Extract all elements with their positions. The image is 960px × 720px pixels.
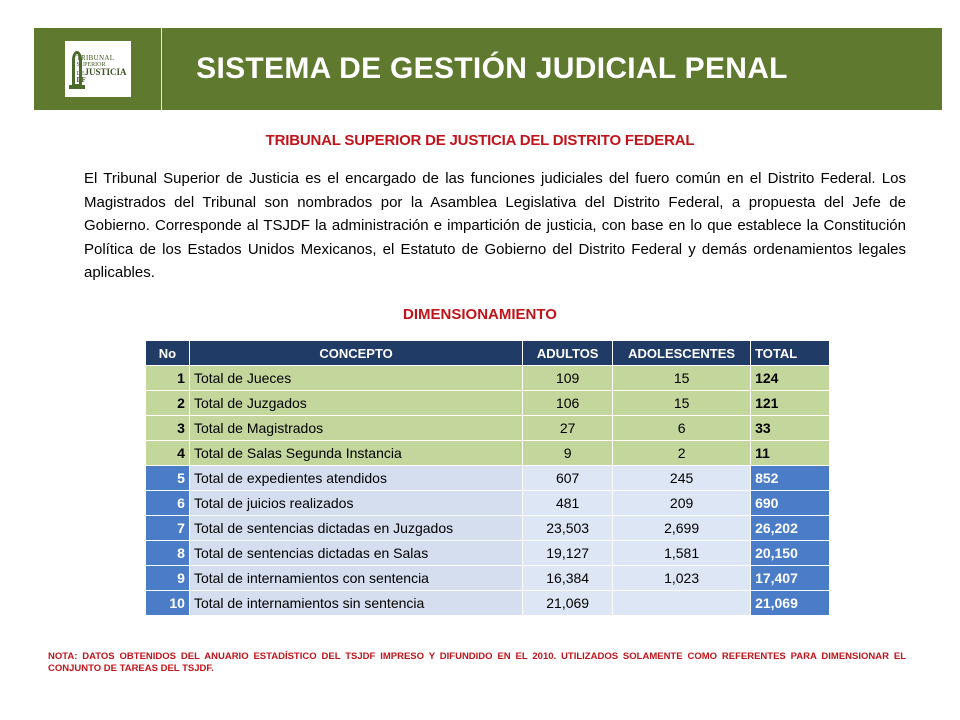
- cell-adultos: 19,127: [523, 541, 613, 566]
- cell-adultos: 21,069: [523, 591, 613, 616]
- cell-no: 8: [146, 541, 190, 566]
- cell-adolescentes: [613, 591, 751, 616]
- cell-no: 1: [146, 366, 190, 391]
- table-row: [146, 391, 830, 416]
- logo-text: TRIBUNAL SUPERIOR DEJUSTICIA DF: [76, 53, 127, 84]
- cell-no: 4: [146, 441, 190, 466]
- cell-total: 11: [751, 441, 830, 466]
- header-banner: [34, 28, 942, 110]
- dimensionamiento-table: [145, 340, 830, 616]
- page-title: SISTEMA DE GESTIÓN JUDICIAL PENAL: [196, 52, 788, 85]
- cell-total: 21,069: [751, 591, 830, 616]
- cell-adultos: 23,503: [523, 516, 613, 541]
- section-title: DIMENSIONAMIENTO: [403, 306, 557, 323]
- cell-concepto: Total de Salas Segunda Instancia: [189, 441, 522, 466]
- cell-no: 9: [146, 566, 190, 591]
- cell-total: 124: [751, 366, 830, 391]
- header-total: TOTAL: [751, 341, 830, 366]
- tribunal-logo: [65, 41, 131, 97]
- cell-no: 3: [146, 416, 190, 441]
- logo-container: [34, 28, 162, 110]
- cell-adolescentes: 15: [613, 391, 751, 416]
- table-row: [146, 591, 830, 616]
- cell-total: 852: [751, 466, 830, 491]
- table-row: [146, 416, 830, 441]
- table-row: [146, 516, 830, 541]
- cell-concepto: Total de juicios realizados: [189, 491, 522, 516]
- cell-no: 2: [146, 391, 190, 416]
- cell-adolescentes: 245: [613, 466, 751, 491]
- cell-concepto: Total de internamientos con sentencia: [189, 566, 522, 591]
- cell-total: 17,407: [751, 566, 830, 591]
- header-no: No: [146, 341, 190, 366]
- table-row: [146, 491, 830, 516]
- cell-concepto: Total de internamientos sin sentencia: [189, 591, 522, 616]
- cell-total: 33: [751, 416, 830, 441]
- cell-adolescentes: 1,023: [613, 566, 751, 591]
- cell-adolescentes: 6: [613, 416, 751, 441]
- cell-adolescentes: 15: [613, 366, 751, 391]
- cell-adolescentes: 1,581: [613, 541, 751, 566]
- cell-total: 121: [751, 391, 830, 416]
- header-adolescentes: ADOLESCENTES: [613, 341, 751, 366]
- table-header-row: [146, 341, 830, 366]
- cell-adultos: 109: [523, 366, 613, 391]
- cell-concepto: Total de Juzgados: [189, 391, 522, 416]
- cell-total: 690: [751, 491, 830, 516]
- cell-adolescentes: 2,699: [613, 516, 751, 541]
- cell-concepto: Total de expedientes atendidos: [189, 466, 522, 491]
- description-paragraph: El Tribunal Superior de Justicia es el encargado de las funciones judiciales del fuero común en el Distrito Federal. Los Magistrados del Tribunal son nombrados por la Asamblea Legislativa del Distrito Federal, a propuesta del Jefe de Gobierno. Corresponde al TSJDF la administración e impartición de justicia, con base en lo que establece la Constitución Política de los Estados Unidos Mexicanos, el Estatuto de Gobierno del Distrito Federal y demás ordenamientos legales aplicables.: [84, 170, 906, 281]
- cell-adultos: 9: [523, 441, 613, 466]
- cell-no: 10: [146, 591, 190, 616]
- cell-adolescentes: 209: [613, 491, 751, 516]
- cell-total: 20,150: [751, 541, 830, 566]
- table-row: [146, 366, 830, 391]
- cell-adultos: 607: [523, 466, 613, 491]
- footnote: NOTA: DATOS OBTENIDOS DEL ANUARIO ESTADÍSTICO DEL TSJDF IMPRESO Y DIFUNDIDO EN EL 2010. UTILIZADOS SOLAMENTE COMO REFERENTES PARA DIMENSIONAR EL CONJUNTO DE TAREAS DEL TSJDF.: [48, 651, 906, 674]
- table-row: [146, 541, 830, 566]
- cell-concepto: Total de sentencias dictadas en Salas: [189, 541, 522, 566]
- column-icon: [69, 47, 74, 91]
- header-adultos: ADULTOS: [523, 341, 613, 366]
- table-row: [146, 441, 830, 466]
- cell-adultos: 27: [523, 416, 613, 441]
- cell-no: 5: [146, 466, 190, 491]
- cell-adultos: 481: [523, 491, 613, 516]
- cell-total: 26,202: [751, 516, 830, 541]
- cell-no: 7: [146, 516, 190, 541]
- cell-no: 6: [146, 491, 190, 516]
- cell-concepto: Total de sentencias dictadas en Juzgados: [189, 516, 522, 541]
- header-concepto: CONCEPTO: [189, 341, 522, 366]
- cell-adolescentes: 2: [613, 441, 751, 466]
- table-row: [146, 566, 830, 591]
- cell-adultos: 16,384: [523, 566, 613, 591]
- subtitle: TRIBUNAL SUPERIOR DE JUSTICIA DEL DISTRITO FEDERAL: [265, 132, 695, 149]
- cell-concepto: Total de Magistrados: [189, 416, 522, 441]
- table-row: [146, 466, 830, 491]
- cell-concepto: Total de Jueces: [189, 366, 522, 391]
- cell-adultos: 106: [523, 391, 613, 416]
